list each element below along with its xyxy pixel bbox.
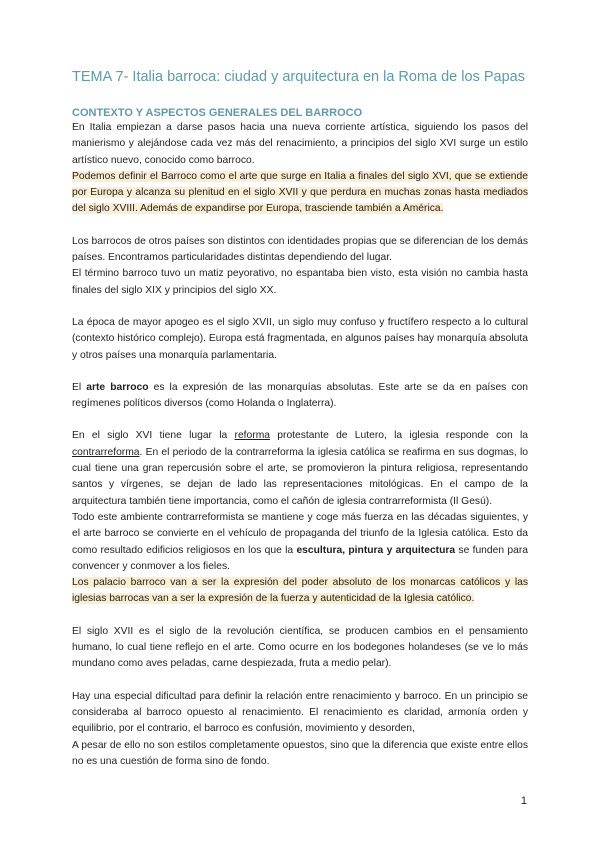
paragraph-intro: En Italia empiezan a darse pasos hacia una nueva corriente artística, siguiendo los pasos del manierismo y alejándose cada vez más del renacimiento, a principios del siglo XVI surge un estilo artístico nuevo, conocido como barroco. [72,122,528,166]
paragraph-scientific-revolution: El siglo XVII es el siglo de la revolución científica, se producen cambios en el pensamiento humano, lo cual tiene reflejo en el arte. Como ocurre en los bodegones holandeses (se ve lo más mundano como aves peladas, carne despiezada, fruta a medio pelar). [72,625,528,670]
paragraph-other-countries: Los barrocos de otros países son distintos con identidades propias que se diferencian de los demás países. Encontramos particularidades distintas dependiendo del lugar. [72,235,528,264]
text-run: se funden para convencer y conmover a los fieles. [72,544,529,572]
page-title: TEMA 7- Italia barroca: ciudad y arquitectura en la Roma de los Papas [72,69,525,85]
underlined-term: reforma [234,430,271,442]
paragraph-difference: A pesar de ello no son estilos completamente opuestos, sino que la diferencia que existe entre ellos no es una cuestión de forma sino de fondo. [72,739,528,767]
text-run: protestante de Lutero, la iglesia responde con la [270,430,528,442]
paragraph-definition [72,169,528,218]
paragraph-palaces [72,575,528,608]
paragraph-counter-reformation [72,428,528,509]
paragraph-term: El término barroco tuvo un matiz peyorativo, no espantaba bien visto, esta visión no cambia hasta finales del siglo XIX y principios del siglo XX. [72,268,528,296]
paragraph-renaissance-relation: Hay una especial dificultad para definir la relación entre renacimiento y barroco. En un principio se consideraba al barroco opuesto al renacimiento. El renacimiento es claridad, armonía orden y equilibrio, por el contrario, el barroco es confusión, movimiento y desorden, [72,690,528,735]
bold-text: arte barroco [86,381,149,393]
document-page [72,68,528,770]
page-number: 1 [520,795,527,807]
highlighted-text: Los palacio barroco van a ser la expresión del poder absoluto de los monarcas católicos y las iglesias barrocas van a ser la expresión de la fuerza y autenticidad de la Iglesia católico. [72,577,528,605]
text-run: . En el periodo de la contrarreforma la iglesia católica se reafirma en sus dogmas, lo cual tiene una gran repercusión sobre el arte, se promovieron la pintura religiosa, representando santos y vírgenes, se dejan de lado las representaciones mitológicas. En el campo de la arquitectura también tiene importancia, como el cañón de iglesia contrarreformista (Il Gesú). [72,446,528,507]
text-run: es la expresión de las monarquías absolutas. Este arte se da en países con regímenes políticos diversos (como Holanda o Inglaterra). [72,381,528,410]
underlined-term: contrarreforma [72,446,140,458]
text-run: En el siglo XVI tiene lugar la [72,430,235,442]
bold-text: escultura, pintura y arquitectura [296,544,456,556]
paragraph-propaganda [72,510,528,575]
text-run: El [72,381,87,393]
highlighted-text: Podemos definir el Barroco como el arte que surge en Italia a finales del siglo XVI, que se extiende por Europa y alcanza su plenitud en el siglo XVII y que perdura en muchas zonas hasta mediados del siglo XVIII. Además de expandirse por Europa, trasciende también a América. [72,170,528,215]
section-heading: CONTEXTO Y ASPECTOS GENERALES DEL BARROCO [72,107,363,119]
text-run: Todo este ambiente contrarreformista se mantiene y coge más fuerza en las décadas siguientes, y el arte barroco se convierte en el vehículo de propaganda del triunfo de la Iglesia católica. Esto da como resultado edificios religiosos en los que la [72,511,528,556]
paragraph-absolutism [72,380,528,413]
paragraph-apogee: La época de mayor apogeo es el siglo XVII, un siglo muy confuso y fructífero respecto a lo cultural (contexto histórico complejo). Europa está fragmentada, en algunos países hay monarquía absoluta y otros países una monarquía parlamentaria. [72,316,528,361]
